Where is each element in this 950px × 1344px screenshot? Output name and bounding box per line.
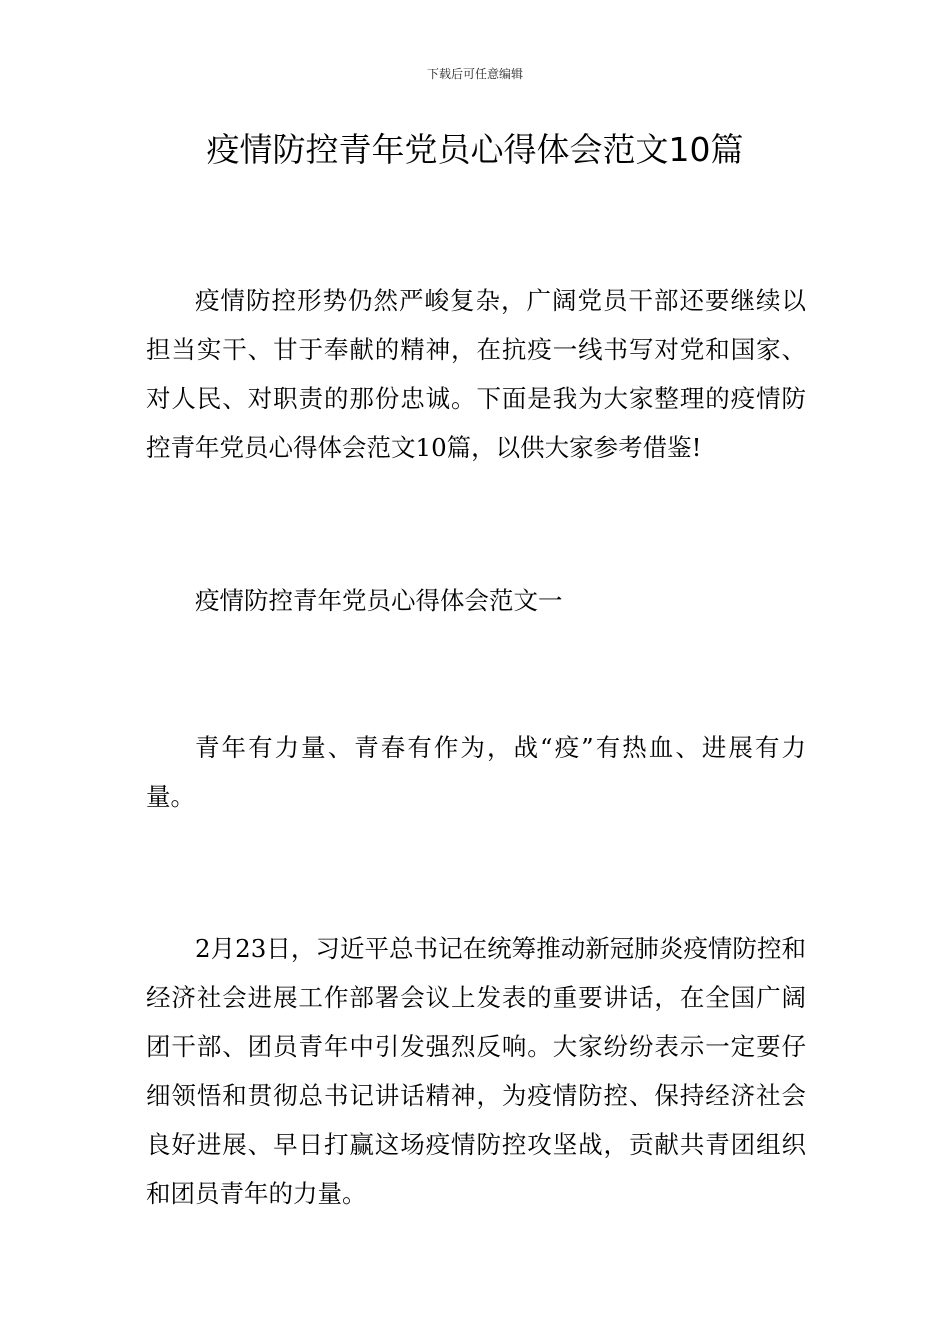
section-heading: 疫情防控青年党员心得体会范文一 bbox=[195, 586, 563, 615]
header-note: 下载后可任意编辑 bbox=[426, 67, 523, 81]
body-paragraph: 青年有力量、青春有作为，战“疫”有热血、进展有力量。 bbox=[146, 733, 806, 811]
body-paragraph: 2月23日，习近平总书记在统筹推动新冠肺炎疫情防控和经济社会进展工作部署会议上发表的重要讲话，在全国广阔团干部、团员青年中引发强烈反响。大家纷纷表示一定要仔细领悟和贯彻总书记讲话精神，为疫情防控、保持经济社会良好进展、早日打赢这场疫情防控攻坚战，贡献共青团组织和团员青年的力量。 bbox=[146, 934, 806, 1208]
document-title: 疫情防控青年党员心得体会范文10篇 bbox=[206, 130, 744, 169]
intro-paragraph: 疫情防控形势仍然严峻复杂，广阔党员干部还要继续以担当实干、甘于奉献的精神，在抗疫一线书写对党和国家、对人民、对职责的那份忠诚。下面是我为大家整理的疫情防控青年党员心得体会范文10篇，以供大家参考借鉴! bbox=[146, 286, 806, 462]
